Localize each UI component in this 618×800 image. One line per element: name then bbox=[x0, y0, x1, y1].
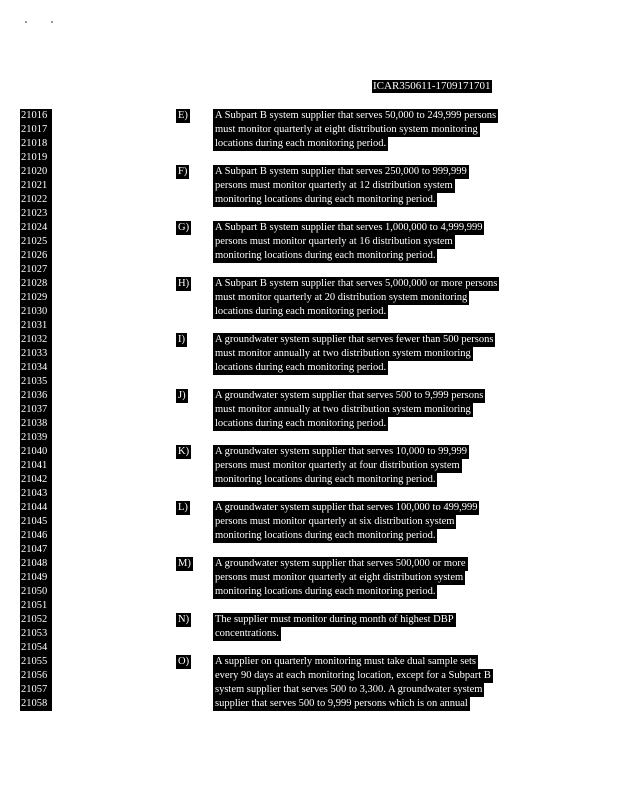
text-line: must monitor annually at two distribution system monitoring bbox=[215, 404, 471, 415]
line-number: 21031 bbox=[20, 319, 52, 333]
line-number: 21017 bbox=[20, 123, 52, 137]
line-number: 21050 bbox=[20, 585, 52, 599]
line-number: 21048 bbox=[20, 557, 52, 571]
line-number: 21054 bbox=[20, 641, 52, 655]
line-number: 21055 bbox=[20, 655, 52, 669]
text-line: A groundwater system supplier that serves fewer than 500 persons bbox=[215, 334, 494, 345]
text-line: monitoring locations during each monitoring period. bbox=[215, 194, 436, 205]
paragraph-letter: N) bbox=[178, 614, 190, 625]
text-line: locations during each monitoring period. bbox=[215, 418, 387, 429]
scan-speck bbox=[51, 21, 53, 23]
text-line: persons must monitor quarterly at eight distribution system bbox=[215, 572, 464, 583]
line-number: 21058 bbox=[20, 697, 52, 711]
paragraph-letter: J) bbox=[178, 390, 186, 401]
text-line: A groundwater system supplier that serves 100,000 to 499,999 bbox=[215, 502, 478, 513]
line-number: 21033 bbox=[20, 347, 52, 361]
paragraph-letter: I) bbox=[178, 334, 185, 345]
paragraph-letter: H) bbox=[178, 278, 190, 289]
text-line: A groundwater system supplier that serves 10,000 to 99,999 bbox=[215, 446, 467, 457]
line-number: 21021 bbox=[20, 179, 52, 193]
paragraph-letter: G) bbox=[178, 222, 190, 233]
line-number-column bbox=[20, 109, 52, 711]
line-number: 21027 bbox=[20, 263, 52, 277]
line-number: 21041 bbox=[20, 459, 52, 473]
line-number: 21024 bbox=[20, 221, 52, 235]
line-number: 21052 bbox=[20, 613, 52, 627]
text-line: locations during each monitoring period. bbox=[215, 138, 387, 149]
paragraph-letter: M) bbox=[178, 558, 191, 569]
text-line: must monitor quarterly at eight distribution system monitoring bbox=[215, 124, 478, 135]
line-number: 21044 bbox=[20, 501, 52, 515]
text-line: persons must monitor quarterly at 12 distribution system bbox=[215, 180, 453, 191]
line-number: 21042 bbox=[20, 473, 52, 487]
line-number: 21049 bbox=[20, 571, 52, 585]
text-line: monitoring locations during each monitoring period. bbox=[215, 250, 436, 261]
text-line: system supplier that serves 500 to 3,300. A groundwater system bbox=[215, 684, 483, 695]
line-number: 21045 bbox=[20, 515, 52, 529]
paragraph-letter: L) bbox=[178, 502, 188, 513]
line-number: 21018 bbox=[20, 137, 52, 151]
paragraph-letter: K) bbox=[178, 446, 190, 457]
line-number: 21046 bbox=[20, 529, 52, 543]
text-line: A Subpart B system supplier that serves 250,000 to 999,999 bbox=[215, 166, 467, 177]
line-number: 21043 bbox=[20, 487, 52, 501]
line-number: 21028 bbox=[20, 277, 52, 291]
paragraph-letter: F) bbox=[178, 166, 188, 177]
text-line: A groundwater system supplier that serves 500 to 9,999 persons bbox=[215, 390, 484, 401]
paragraph-text bbox=[213, 655, 493, 711]
line-number: 21036 bbox=[20, 389, 52, 403]
text-line: must monitor annually at two distribution system monitoring bbox=[215, 348, 471, 359]
text-line: supplier that serves 500 to 9,999 persons which is on annual bbox=[215, 698, 468, 709]
paragraph-text bbox=[213, 277, 499, 319]
text-line: A Subpart B system supplier that serves 5,000,000 or more persons bbox=[215, 278, 498, 289]
text-line: locations during each monitoring period. bbox=[215, 306, 387, 317]
line-number: 21047 bbox=[20, 543, 52, 557]
paragraph-text bbox=[213, 557, 468, 599]
text-line: A Subpart B system supplier that serves 1,000,000 to 4,999,999 bbox=[215, 222, 483, 233]
line-number: 21025 bbox=[20, 235, 52, 249]
paragraph-text bbox=[213, 165, 469, 207]
line-number: 21037 bbox=[20, 403, 52, 417]
line-number: 21038 bbox=[20, 417, 52, 431]
text-line: concentrations. bbox=[215, 628, 279, 639]
line-number: 21030 bbox=[20, 305, 52, 319]
paragraph-text bbox=[213, 445, 469, 487]
line-number: 21039 bbox=[20, 431, 52, 445]
text-line: monitoring locations during each monitoring period. bbox=[215, 586, 436, 597]
scan-speck bbox=[25, 21, 27, 23]
text-line: A Subpart B system supplier that serves 50,000 to 249,999 persons bbox=[215, 110, 497, 121]
line-number: 21023 bbox=[20, 207, 52, 221]
text-line: locations during each monitoring period. bbox=[215, 362, 387, 373]
paragraph-letter: E) bbox=[178, 110, 188, 121]
text-line: monitoring locations during each monitoring period. bbox=[215, 530, 436, 541]
line-number: 21053 bbox=[20, 627, 52, 641]
text-line: monitoring locations during each monitoring period. bbox=[215, 474, 436, 485]
line-number: 21019 bbox=[20, 151, 52, 165]
text-line: persons must monitor quarterly at four distribution system bbox=[215, 460, 460, 471]
line-number: 21035 bbox=[20, 375, 52, 389]
paragraph-text bbox=[213, 333, 495, 375]
text-line: must monitor quarterly at 20 distribution system monitoring bbox=[215, 292, 468, 303]
line-number: 21056 bbox=[20, 669, 52, 683]
paragraph-text bbox=[213, 109, 498, 151]
paragraph-text bbox=[213, 221, 484, 263]
line-number: 21026 bbox=[20, 249, 52, 263]
line-number: 21051 bbox=[20, 599, 52, 613]
text-line: A supplier on quarterly monitoring must take dual sample sets bbox=[215, 656, 476, 667]
text-line: every 90 days at each monitoring location, except for a Subpart B bbox=[215, 670, 491, 681]
paragraph-letter: O) bbox=[178, 656, 190, 667]
line-number: 21029 bbox=[20, 291, 52, 305]
line-number: 21057 bbox=[20, 683, 52, 697]
document-id: ICAR350611-1709171701 bbox=[373, 80, 491, 92]
line-number: 21032 bbox=[20, 333, 52, 347]
paragraph-text bbox=[213, 389, 485, 431]
line-number: 21040 bbox=[20, 445, 52, 459]
text-line: persons must monitor quarterly at six distribution system bbox=[215, 516, 455, 527]
text-line: persons must monitor quarterly at 16 distribution system bbox=[215, 236, 453, 247]
line-number: 21034 bbox=[20, 361, 52, 375]
paragraph-text bbox=[213, 613, 456, 641]
line-number: 21022 bbox=[20, 193, 52, 207]
text-line: The supplier must monitor during month of highest DBP bbox=[215, 614, 454, 625]
line-number: 21016 bbox=[20, 109, 52, 123]
text-line: A groundwater system supplier that serves 500,000 or more bbox=[215, 558, 466, 569]
paragraph-text bbox=[213, 501, 479, 543]
line-number: 21020 bbox=[20, 165, 52, 179]
